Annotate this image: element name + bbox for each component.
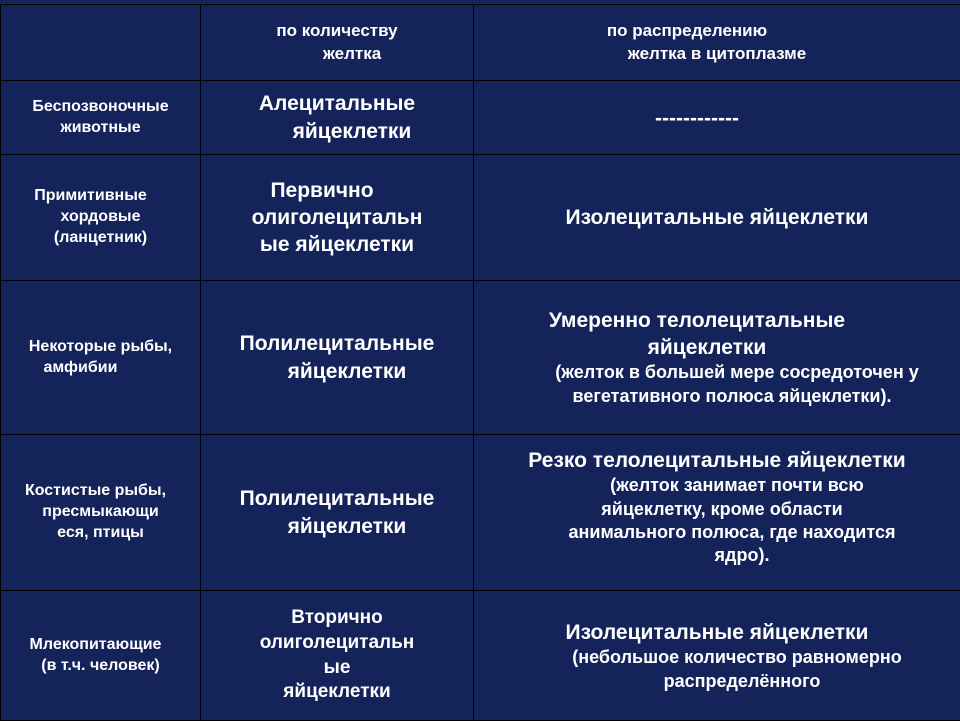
header-group-cell	[1, 5, 201, 81]
row-amount-cell	[201, 591, 474, 721]
row-distribution-note-line: (желток занимает почти всю	[478, 474, 956, 497]
row-amount-cell	[201, 435, 474, 591]
row-distribution-note-line: яйцеклетку, кроме области	[478, 498, 956, 521]
row-amount-line: Полилецитальные	[205, 330, 469, 357]
table-row	[1, 155, 960, 281]
table-row	[1, 281, 960, 435]
row-group-cell	[1, 591, 201, 721]
row-distribution-note-line: вегетативного полюса яйцеклетки).	[478, 385, 956, 408]
row-group-line: животные	[5, 118, 196, 139]
yolk-classification-table	[0, 4, 960, 721]
row-group-cell	[1, 281, 201, 435]
row-group-line: Примитивные	[5, 186, 196, 207]
row-amount-line: яйцеклетки	[205, 680, 469, 705]
row-distribution-cell	[474, 281, 960, 435]
row-group-line: амфибии	[5, 358, 196, 379]
row-amount-line: яйцеклетки	[205, 358, 469, 385]
row-distribution-cell	[474, 435, 960, 591]
row-distribution-cell	[474, 155, 960, 281]
table-header-row	[1, 5, 960, 81]
row-group-line: хордовые	[5, 207, 196, 228]
row-distribution-note-line: (небольшое количество равномерно	[478, 646, 956, 669]
header-by-distribution-line-1: по распределению	[478, 20, 956, 42]
row-distribution-line: Умеренно телолецитальные	[478, 307, 956, 334]
row-group-line: еся, птицы	[5, 523, 196, 544]
row-distribution-line: Изолецитальные яйцеклетки	[478, 619, 956, 646]
header-by-amount-cell	[201, 5, 474, 81]
header-by-amount-line-1: по количеству	[205, 20, 469, 42]
row-distribution-line: Резко телолецитальные яйцеклетки	[478, 447, 956, 474]
row-group-line: (ланцетник)	[5, 228, 196, 249]
row-group-line: (в т.ч. человек)	[5, 656, 196, 677]
row-group-line: пресмыкающи	[5, 502, 196, 523]
row-distribution-cell	[474, 591, 960, 721]
header-by-distribution-cell	[474, 5, 960, 81]
row-group-line: Некоторые рыбы,	[5, 337, 196, 358]
row-group-line: Беспозвоночные	[5, 97, 196, 118]
row-amount-line: Первично	[205, 177, 469, 204]
table-row	[1, 591, 960, 721]
row-distribution-note-line: (желток в большей мере сосредоточен у	[478, 361, 956, 384]
row-amount-line: Вторично	[205, 606, 469, 631]
row-amount-line: ые яйцеклетки	[205, 231, 469, 258]
row-amount-line: Алецитальные	[205, 90, 469, 117]
row-distribution-line: ------------	[478, 105, 956, 132]
row-distribution-cell	[474, 81, 960, 155]
row-group-line: Костистые рыбы,	[5, 481, 196, 502]
row-group-cell	[1, 155, 201, 281]
row-amount-cell	[201, 281, 474, 435]
row-distribution-line: яйцеклетки	[478, 334, 956, 361]
row-amount-cell	[201, 155, 474, 281]
row-amount-line: яйцеклетки	[205, 118, 469, 145]
header-by-distribution-line-2: желтка в цитоплазме	[478, 43, 956, 65]
row-group-line: Млекопитающие	[5, 635, 196, 656]
row-group-cell	[1, 81, 201, 155]
row-distribution-note-line: распределённого	[478, 670, 956, 693]
row-distribution-note-line: ядро).	[478, 544, 956, 567]
header-by-amount-line-2: желтка	[205, 43, 469, 65]
row-amount-line: Полилецитальные	[205, 485, 469, 512]
row-amount-line: яйцеклетки	[205, 513, 469, 540]
row-amount-line: ые	[205, 656, 469, 681]
row-amount-cell	[201, 81, 474, 155]
row-amount-line: олиголецитальн	[205, 204, 469, 231]
table-row	[1, 435, 960, 591]
row-group-cell	[1, 435, 201, 591]
row-distribution-line: Изолецитальные яйцеклетки	[478, 204, 956, 231]
table-row	[1, 81, 960, 155]
row-distribution-note-line: анимального полюса, где находится	[478, 521, 956, 544]
row-amount-line: олиголецитальн	[205, 631, 469, 656]
